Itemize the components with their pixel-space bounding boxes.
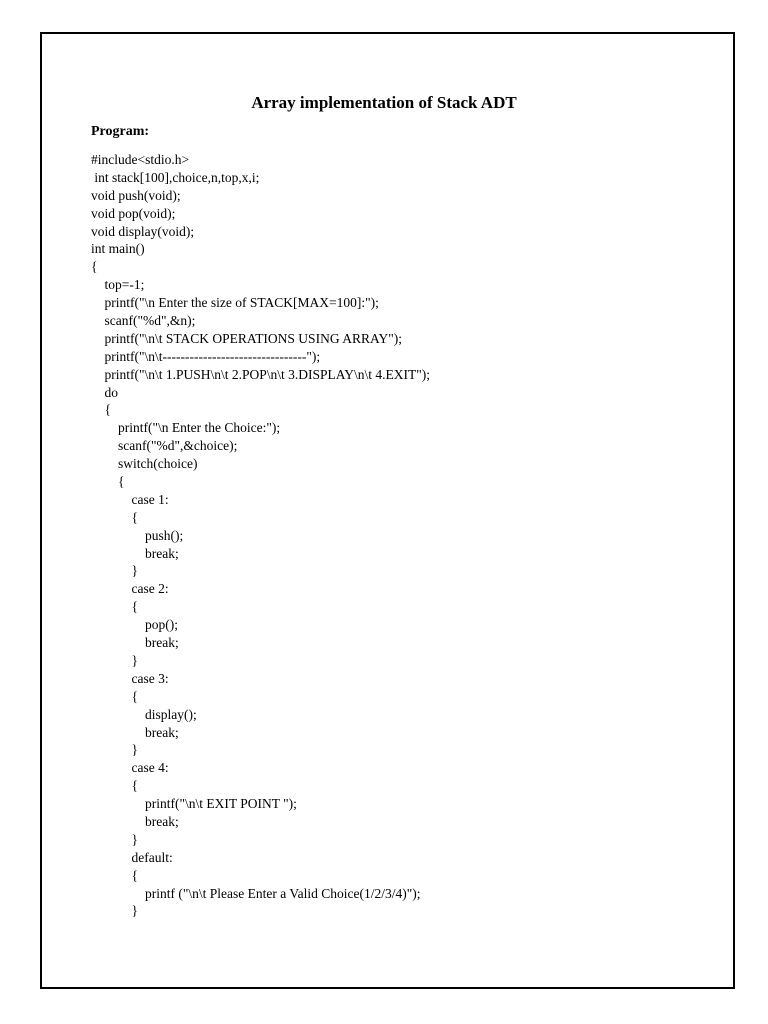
- code-line: pop();: [91, 617, 178, 633]
- code-line: top=-1;: [91, 277, 145, 293]
- code-line: break;: [91, 813, 179, 829]
- code-line: {: [91, 778, 138, 794]
- code-line: {: [91, 259, 98, 275]
- code-line: scanf("%d",&choice);: [91, 438, 238, 454]
- code-line: {: [91, 509, 138, 525]
- code-line: {: [91, 474, 125, 490]
- code-line: break;: [91, 545, 179, 561]
- code-line: #include<stdio.h>: [91, 152, 190, 167]
- code-line: int stack[100],choice,n,top,x,i;: [91, 169, 260, 185]
- code-line: int main(): [91, 241, 145, 257]
- code-line: }: [91, 563, 138, 579]
- code-line: void push(void);: [91, 187, 181, 203]
- code-line: }: [91, 831, 138, 847]
- code-line: case 2:: [91, 581, 169, 597]
- code-line: case 3:: [91, 670, 169, 686]
- code-line: scanf("%d",&n);: [91, 313, 196, 329]
- code-line: do: [91, 384, 118, 400]
- code-line: printf("\n\t STACK OPERATIONS USING ARRAY");: [91, 330, 402, 346]
- code-line: default:: [91, 849, 173, 865]
- code-line: push();: [91, 527, 184, 543]
- code-line: printf("\n\t 1.PUSH\n\t 2.POP\n\t 3.DISPLAY\n\t 4.EXIT");: [91, 366, 431, 382]
- code-line: }: [91, 652, 138, 668]
- code-line: printf("\n\t--------------------------------");: [91, 348, 321, 364]
- code-line: printf ("\n\t Please Enter a Valid Choice(1/2/3/4)");: [91, 885, 421, 901]
- code-line: break;: [91, 724, 179, 740]
- section-heading-program: Program:: [91, 124, 150, 139]
- document-title: Array implementation of Stack ADT: [251, 93, 517, 112]
- code-line: }: [91, 742, 138, 758]
- code-line: case 1:: [91, 491, 169, 507]
- code-line: void pop(void);: [91, 205, 176, 221]
- code-line: switch(choice): [91, 456, 198, 472]
- code-line: {: [91, 688, 138, 704]
- code-line: break;: [91, 635, 179, 651]
- code-line: void display(void);: [91, 223, 195, 239]
- code-line: }: [91, 903, 138, 919]
- code-line: case 4:: [91, 760, 169, 776]
- code-line: printf("\n Enter the Choice:");: [91, 420, 281, 436]
- code-line: {: [91, 867, 138, 883]
- code-block: [91, 151, 711, 920]
- code-line: printf("\n\t EXIT POINT ");: [91, 796, 297, 812]
- code-line: display();: [91, 706, 197, 722]
- code-line: {: [91, 402, 111, 418]
- code-line: printf("\n Enter the size of STACK[MAX=100]:");: [91, 295, 379, 311]
- code-line: {: [91, 599, 138, 615]
